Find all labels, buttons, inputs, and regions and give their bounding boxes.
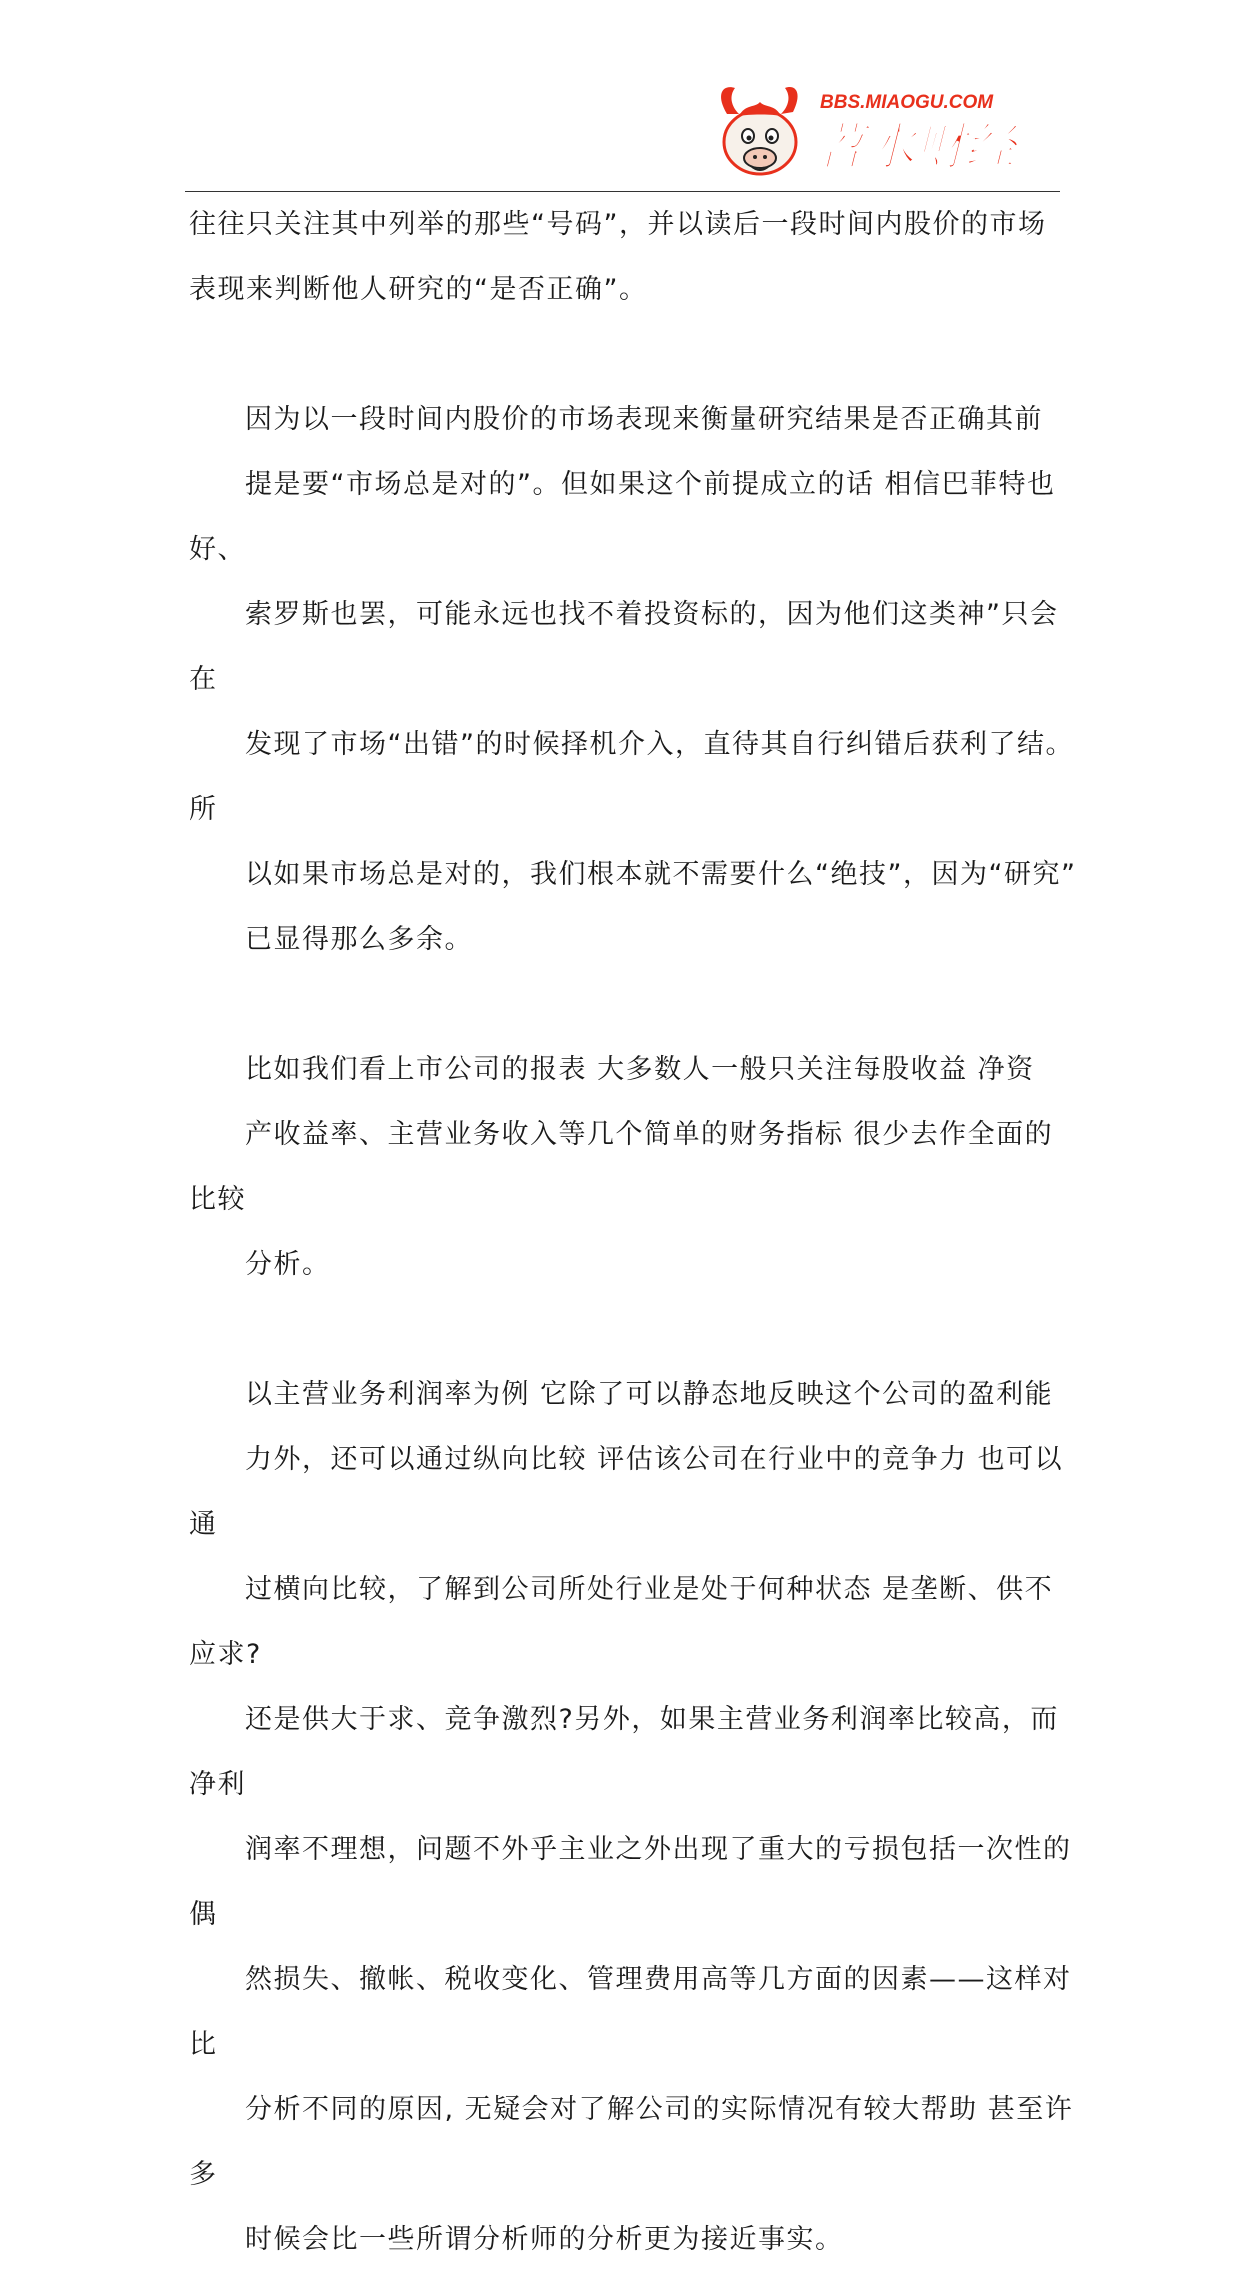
paragraph-line: 发现了市场“出错”的时候择机介入，直待其自行纠错后获利了结。所	[189, 729, 1074, 825]
paragraph-line: 力外，还可以通过纵向比较 评估该公司在行业中的竞争力 也可以通	[189, 1444, 1064, 1540]
article-body	[189, 192, 1079, 2272]
paragraph-line: 分析不同的原因, 无疑会对了解公司的实际情况有较大帮助 甚至许多	[189, 2094, 1074, 2190]
paragraph-line: 已显得那么多余。	[245, 924, 473, 955]
paragraph	[189, 192, 1079, 322]
paragraph	[189, 1362, 1079, 2272]
logo-url-text: BBS.MIAOGU.COM	[820, 92, 994, 113]
paragraph-line: 往往只关注其中列举的那些“号码”，并以读后一段时间内股价的市场	[189, 209, 1047, 240]
paragraph	[189, 387, 1079, 972]
paragraph-line: 分析。	[245, 1249, 331, 1280]
paragraph-line: 提是要“市场总是对的”。但如果这个前提成立的话 相信巴菲特也好、	[189, 469, 1056, 565]
paragraph-line: 还是供大于求、竞争激烈?另外，如果主营业务利润率比较高，而净利	[189, 1704, 1059, 1800]
paragraph-line: 因为以一段时间内股价的市场表现来衡量研究结果是否正确其前	[245, 404, 1043, 435]
logo-brand-name: 苕水财经	[815, 118, 1015, 176]
paragraph-line: 比如我们看上市公司的报表 大多数人一般只关注每股收益 净资	[245, 1054, 1035, 1085]
paragraph-line: 过横向比较，了解到公司所处行业是处于何种状态 是垄断、供不应求?	[189, 1574, 1054, 1670]
paragraph-line: 然损失、撤帐、税收变化、管理费用高等几方面的因素——这样对比	[189, 1964, 1072, 2060]
paragraph-line: 以主营业务利润率为例 它除了可以静态地反映这个公司的盈利能	[245, 1379, 1054, 1410]
paragraph-line: 润率不理想，问题不外乎主业之外出现了重大的亏损包括一次性的偶	[189, 1834, 1072, 1930]
paragraph	[189, 1037, 1079, 1297]
paragraph-line: 表现来判断他人研究的“是否正确”。	[189, 274, 648, 305]
paragraph-line: 产收益率、主营业务收入等几个简单的财务指标 很少去作全面的比较	[189, 1119, 1054, 1215]
paragraph-line: 以如果市场总是对的，我们根本就不需要什么“绝技”，因为“研究”	[245, 859, 1077, 890]
paragraph-line: 索罗斯也罢，可能永远也找不着投资标的，因为他们这类神”只会在	[189, 599, 1059, 695]
miaogu-logo	[705, 84, 1035, 189]
paragraph-line: 时候会比一些所谓分析师的分析更为接近事实。	[245, 2224, 844, 2255]
